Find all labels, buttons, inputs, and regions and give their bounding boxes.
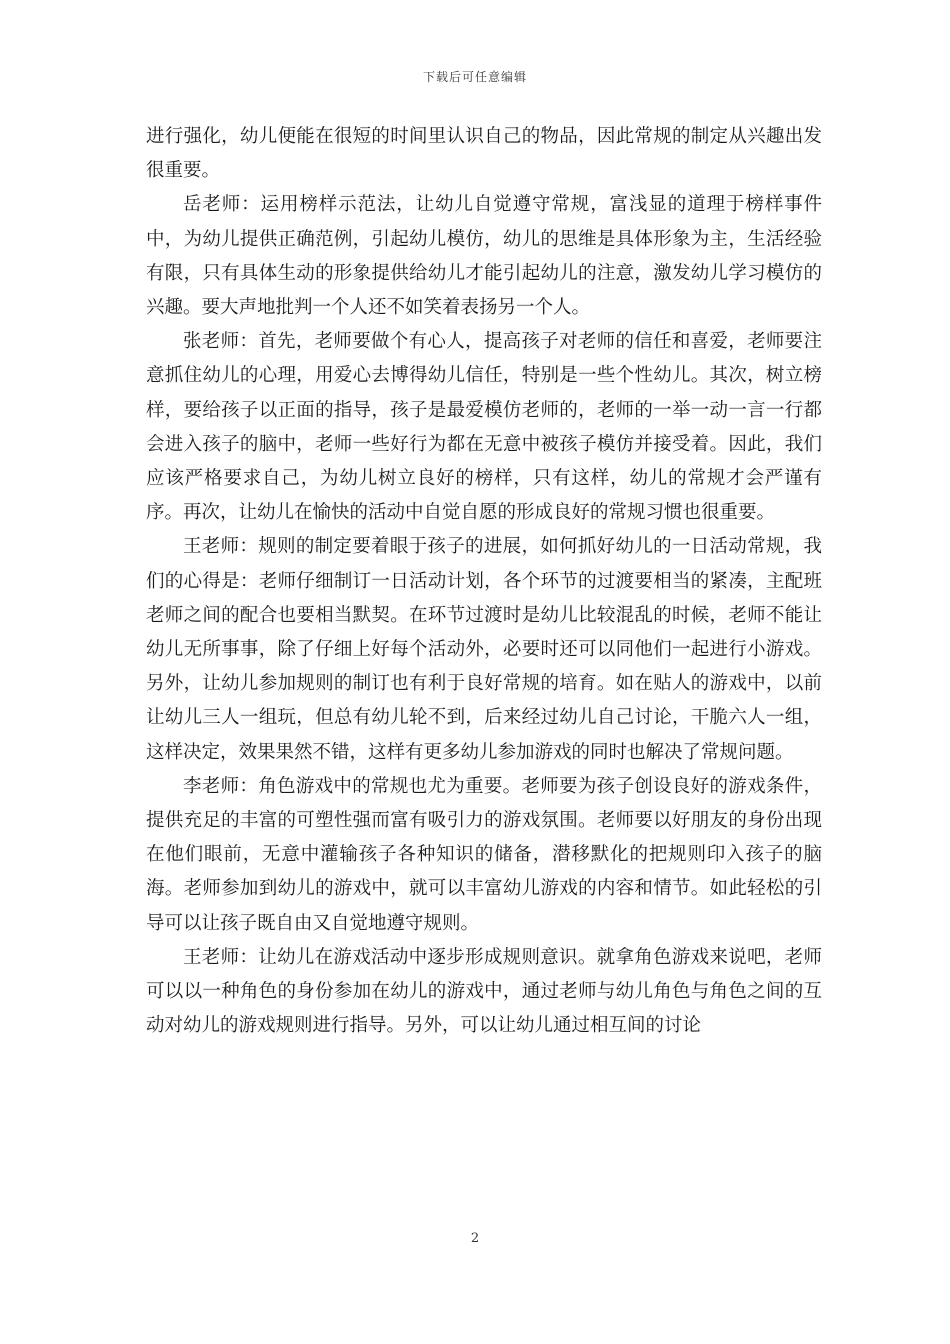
page-header: 下载后可任意编辑 <box>422 70 527 84</box>
document-body <box>146 120 822 1043</box>
paragraph-wang-2: 王老师：让幼儿在游戏活动中逐步形成规则意识。就拿角色游戏来说吧，老师可以以一种角色的身份参加在幼儿的游戏中，通过老师与幼儿角色与角色之间的互动对幼儿的游戏规则进行指导。另外，可以让幼儿通过相互间的讨论 <box>146 946 822 1037</box>
paragraph-zhang: 张老师：首先，老师要做个有心人，提高孩子对老师的信任和喜爱，老师要注意抓住幼儿的心理，用爱心去博得幼儿信任，特别是一些个性幼儿。其次，树立榜样，要给孩子以正面的指导，孩子是最爱模仿老师的，老师的一举一动一言一行都会进入孩子的脑中，老师一些好行为都在无意中被孩子模仿并接受着。因此，我们应该严格要求自己，为幼儿树立良好的榜样，只有这样，幼儿的常规才会严谨有序。再次，让幼儿在愉快的活动中自觉自愿的形成良好的常规习惯也很重要。 <box>146 331 822 524</box>
page-number: 2 <box>470 1231 480 1246</box>
paragraph-yue: 岳老师：运用榜样示范法，让幼儿自觉遵守常规，富浅显的道理于榜样事件中，为幼儿提供正确范例，引起幼儿模仿，幼儿的思维是具体形象为主，生活经验有限，只有具体生动的形象提供给幼儿才能引起幼儿的注意，激发幼儿学习模仿的兴趣。要大声地批判一个人还不如笑着表扬另一个人。 <box>146 194 822 319</box>
paragraph-li: 李老师：角色游戏中的常规也尤为重要。老师要为孩子创设良好的游戏条件，提供充足的丰富的可塑性强而富有吸引力的游戏氛围。老师要以好朋友的身份出现在他们眼前，无意中灌输孩子各种知识的储备，潜移默化的把规则印入孩子的脑海。老师参加到幼儿的游戏中，就可以丰富幼儿游戏的内容和情节。如此轻松的引导可以让孩子既自由又自觉地遵守规则。 <box>146 775 822 934</box>
paragraph-continuation: 进行强化，幼儿便能在很短的时间里认识自己的物品，因此常规的制定从兴趣出发很重要。 <box>146 126 822 182</box>
paragraph-wang-1: 王老师：规则的制定要着眼于孩子的进展，如何抓好幼儿的一日活动常规，我们的心得是：老师仔细制订一日活动计划，各个环节的过渡要相当的紧凑，主配班老师之间的配合也要相当默契。在环节过渡时是幼儿比较混乱的时候，老师不能让幼儿无所事事，除了仔细上好每个活动外，必要时还可以同他们一起进行小游戏。另外，让幼儿参加规则的制订也有利于良好常规的培育。如在贴人的游戏中，以前让幼儿三人一组玩，但总有幼儿轮不到，后来经过幼儿自己讨论，干脆六人一组，这样决定，效果果然不错，这样有更多幼儿参加游戏的同时也解决了常规问题。 <box>146 536 822 763</box>
